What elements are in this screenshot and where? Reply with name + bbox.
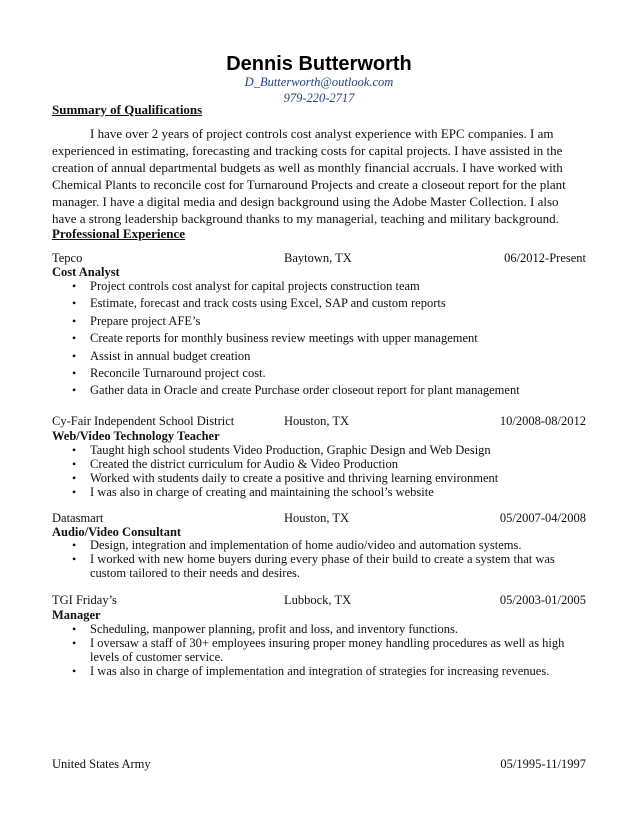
summary-section-title: Summary of Qualifications bbox=[52, 102, 203, 117]
list-item: • Created the district curriculum for Audio & Video Production bbox=[52, 457, 586, 471]
job-company: Tepco bbox=[52, 251, 83, 265]
list-item: • Project controls cost analyst for capital projects construction team bbox=[52, 278, 586, 295]
list-item: • I was also in charge of creating and maintaining the school’s website bbox=[52, 485, 586, 499]
list-item: • Assist in annual budget creation bbox=[52, 348, 586, 365]
candidate-name: Dennis Butterworth bbox=[226, 53, 412, 75]
job-company: United States Army bbox=[52, 757, 151, 771]
job-bullet-list bbox=[52, 622, 586, 678]
list-item: • Design, integration and implementation of home audio/video and automation systems. bbox=[52, 538, 586, 552]
job-role: Manager bbox=[52, 608, 101, 622]
list-item: • Estimate, forecast and track costs using Excel, SAP and custom reports bbox=[52, 295, 586, 312]
job-role: Web/Video Technology Teacher bbox=[52, 429, 220, 443]
list-item: • Worked with students daily to create a positive and thriving learning environment bbox=[52, 471, 586, 485]
list-item: • I worked with new home buyers during every phase of their build to create a system that was custom tailored to their needs and desires. bbox=[52, 552, 586, 580]
job-header-row bbox=[52, 756, 586, 772]
job-dates: 05/2003-01/2005 bbox=[499, 593, 586, 607]
job-location: Lubbock, TX bbox=[284, 593, 352, 607]
list-item: • Prepare project AFE’s bbox=[52, 313, 586, 330]
job-dates: 05/2007-04/2008 bbox=[499, 511, 586, 525]
list-item: • Reconcile Turnaround project cost. bbox=[52, 365, 586, 382]
summary-paragraph bbox=[52, 125, 586, 227]
list-item: • I was also in charge of implementation and integration of strategies for increasing revenues. bbox=[52, 664, 586, 678]
job-bullet-list bbox=[52, 443, 586, 499]
list-item: • Scheduling, manpower planning, profit and loss, and inventory functions. bbox=[52, 622, 586, 636]
job-dates: 10/2008-08/2012 bbox=[499, 414, 586, 428]
experience-section-title: Professional Experience bbox=[52, 226, 185, 241]
job-bullet-list bbox=[52, 278, 586, 400]
list-item: • Taught high school students Video Production, Graphic Design and Web Design bbox=[52, 443, 586, 457]
job-bullet-list bbox=[52, 538, 586, 580]
job-company: TGI Friday’s bbox=[52, 593, 117, 607]
job-dates: 05/1995-11/1997 bbox=[500, 757, 586, 771]
job-role: Audio/Video Consultant bbox=[52, 525, 182, 539]
job-header-row bbox=[52, 592, 586, 608]
job-location: Houston, TX bbox=[284, 511, 350, 525]
job-company: Cy-Fair Independent School District bbox=[52, 414, 235, 428]
email-address[interactable]: D_Butterworth@outlook.com bbox=[244, 75, 394, 89]
summary-text: I have over 2 years of project controls cost analyst experience with EPC companies. I am experienced in estimating, forecasting and tracking costs for capital projects. I have assisted in the creation of annual departmental budgets as well as monthly financial accruals. I have worked with Chemical Plants to reconcile cost for Turnaround Projects and create a closeout report for the plant manager. I have a digital media and design background using the Adobe Master Collection. I also have a strong leadership background thanks to my managerial, teaching and military background. bbox=[52, 126, 566, 226]
job-header-row bbox=[52, 250, 586, 266]
job-location: Houston, TX bbox=[284, 414, 350, 428]
list-item: • I oversaw a staff of 30+ employees insuring proper money handling procedures as well as high levels of customer service. bbox=[52, 636, 586, 664]
job-dates: 06/2012-Present bbox=[504, 251, 586, 265]
job-company: Datasmart bbox=[52, 511, 104, 525]
phone-number: 979-220-2717 bbox=[283, 91, 355, 105]
job-location: Baytown, TX bbox=[284, 251, 352, 265]
list-item: • Create reports for monthly business review meetings with upper management bbox=[52, 330, 586, 347]
list-item: • Gather data in Oracle and create Purchase order closeout report for plant management bbox=[52, 382, 586, 399]
job-header-row bbox=[52, 413, 586, 429]
job-role: Cost Analyst bbox=[52, 265, 120, 279]
